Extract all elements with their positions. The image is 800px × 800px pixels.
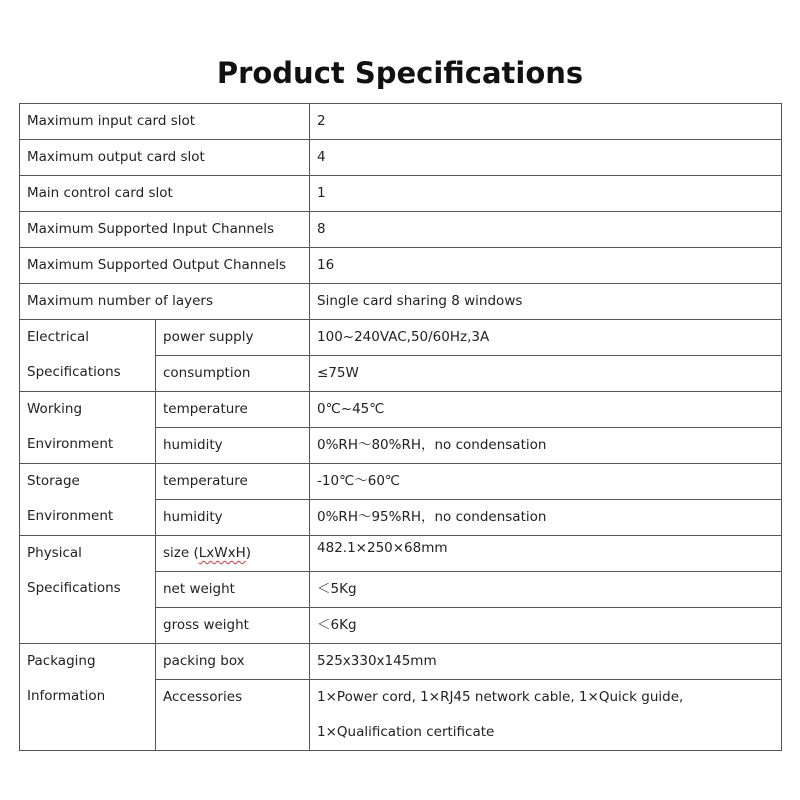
size-label-prefix: size (	[163, 545, 199, 561]
table-row	[20, 248, 782, 284]
row-value: 1×Power cord, 1×RJ45 network cable, 1×Quick guide, 1×Qualification certificate	[310, 680, 782, 751]
sub-label: net weight	[156, 572, 310, 608]
row-value: 482.1×250×68mm	[310, 536, 782, 572]
group-label-line: Specifications	[27, 580, 121, 596]
group-label-line: Environment	[27, 436, 114, 452]
sub-label: Accessories	[156, 680, 310, 751]
row-value: 2	[310, 104, 782, 140]
size-label-word: LxWxH	[198, 545, 246, 561]
page-title: Product Specifications	[216, 56, 584, 90]
sub-label: packing box	[156, 644, 310, 680]
sub-label: power supply	[156, 320, 310, 356]
group-storage	[20, 464, 156, 536]
row-label: Maximum input card slot	[20, 104, 310, 140]
sub-label: consumption	[156, 356, 310, 392]
group-label-line: Packaging	[27, 653, 96, 669]
table-row	[20, 176, 782, 212]
group-label-line: Environment	[27, 508, 114, 524]
row-value: 525x330x145mm	[310, 644, 782, 680]
table-row	[20, 644, 782, 680]
table-row	[20, 284, 782, 320]
sub-label: temperature	[156, 464, 310, 500]
sub-label: humidity	[156, 500, 310, 536]
sub-label-size	[156, 536, 310, 572]
size-label-suffix: )	[245, 545, 252, 561]
row-value: 4	[310, 140, 782, 176]
row-value: 100~240VAC,50/60Hz,3A	[310, 320, 782, 356]
group-label-line: Physical	[27, 545, 82, 561]
table-row	[20, 536, 782, 572]
table-row	[20, 320, 782, 356]
row-value: 16	[310, 248, 782, 284]
sub-label: humidity	[156, 428, 310, 464]
table-row	[20, 212, 782, 248]
sub-label: gross weight	[156, 608, 310, 644]
row-label: Maximum Supported Output Channels	[20, 248, 310, 284]
table-row	[20, 464, 782, 500]
sub-label: temperature	[156, 392, 310, 428]
row-value: -10℃～60℃	[310, 464, 782, 500]
table-row	[20, 392, 782, 428]
row-label: Maximum output card slot	[20, 140, 310, 176]
group-label-line: Information	[27, 688, 106, 704]
row-value: Single card sharing 8 windows	[310, 284, 782, 320]
group-physical	[20, 536, 156, 644]
spec-table	[19, 103, 782, 751]
row-value: ≤75W	[310, 356, 782, 392]
group-label-line: Electrical	[27, 329, 90, 345]
row-value: ＜5Kg	[310, 572, 782, 608]
group-working	[20, 392, 156, 464]
row-label: Maximum number of layers	[20, 284, 310, 320]
group-electrical	[20, 320, 156, 392]
row-value: ＜6Kg	[310, 608, 782, 644]
table-row	[20, 140, 782, 176]
group-label-line: Working	[27, 401, 83, 417]
group-packaging	[20, 644, 156, 751]
row-label: Maximum Supported Input Channels	[20, 212, 310, 248]
group-label-line: Storage	[27, 473, 80, 489]
table-row	[20, 104, 782, 140]
row-value: 0%RH～80%RH，no condensation	[310, 428, 782, 464]
row-value: 0%RH～95%RH，no condensation	[310, 500, 782, 536]
row-value: 8	[310, 212, 782, 248]
row-label: Main control card slot	[20, 176, 310, 212]
group-label-line: Specifications	[27, 364, 121, 380]
row-value: 0℃~45℃	[310, 392, 782, 428]
row-value: 1	[310, 176, 782, 212]
